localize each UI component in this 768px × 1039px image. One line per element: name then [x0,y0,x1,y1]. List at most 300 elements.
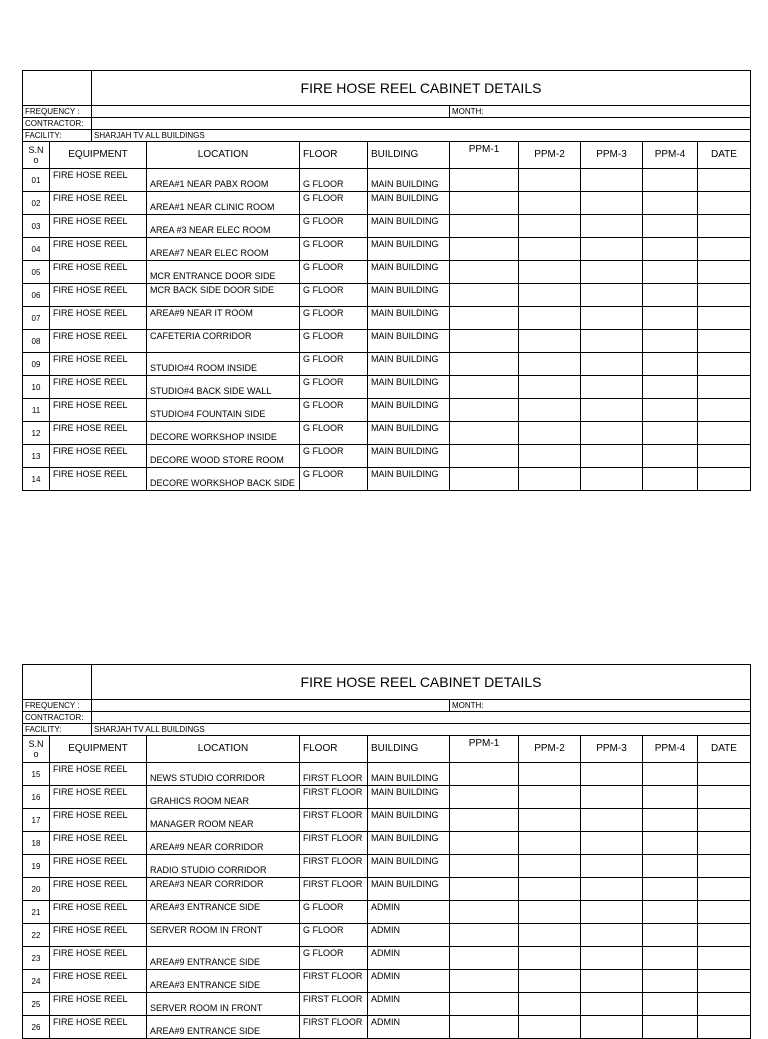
row-ppm3[interactable] [581,468,643,491]
sheet-1 [22,70,750,491]
row-floor: G FLOOR [300,261,368,284]
row-floor: FIRST FLOOR [300,855,368,878]
row-equipment: FIRE HOSE REEL [50,901,147,924]
header-sno-line2: o [33,749,39,759]
row-ppm3[interactable] [581,169,643,192]
row-ppm4[interactable] [643,947,698,970]
row-ppm1[interactable] [450,993,519,1016]
row-equipment: FIRE HOSE REEL [50,284,147,307]
header-building: BUILDING [368,142,450,169]
row-sn: 15 [23,763,50,786]
row-ppm4[interactable] [643,993,698,1016]
row-floor: FIRST FLOOR [300,1016,368,1039]
row-sn: 21 [23,901,50,924]
row-ppm4[interactable] [643,878,698,901]
row-building: ADMIN [368,924,450,947]
row-ppm1[interactable] [450,1016,519,1039]
row-date[interactable] [698,947,751,970]
row-location: AREA#9 ENTRANCE SIDE [147,947,300,970]
header-sno [23,142,50,169]
row-ppm1[interactable] [450,970,519,993]
row-location: MCR ENTRANCE DOOR SIDE [147,261,300,284]
header-ppm2: PPM-2 [519,142,581,169]
row-building: MAIN BUILDING [368,330,450,353]
row-sn: 23 [23,947,50,970]
row-location: SERVER ROOM IN FRONT [147,924,300,947]
table-row [23,993,751,1016]
row-ppm3[interactable] [581,238,643,261]
row-ppm3[interactable] [581,809,643,832]
row-building: MAIN BUILDING [368,832,450,855]
frequency-value[interactable] [92,106,450,118]
table-row [23,947,751,970]
row-sn: 05 [23,261,50,284]
row-location: CAFETERIA CORRIDOR [147,330,300,353]
row-equipment: FIRE HOSE REEL [50,353,147,376]
row-sn: 14 [23,468,50,491]
header-equipment: EQUIPMENT [50,736,147,763]
row-equipment: FIRE HOSE REEL [50,169,147,192]
row-building: ADMIN [368,901,450,924]
row-ppm2[interactable] [519,993,581,1016]
row-date[interactable] [698,809,751,832]
row-ppm3[interactable] [581,901,643,924]
row-equipment: FIRE HOSE REEL [50,445,147,468]
row-ppm2[interactable] [519,284,581,307]
row-date[interactable] [698,855,751,878]
row-ppm4[interactable] [643,832,698,855]
row-ppm1[interactable] [450,901,519,924]
row-ppm1[interactable] [450,330,519,353]
row-location: AREA#9 NEAR CORRIDOR [147,832,300,855]
row-ppm3[interactable] [581,307,643,330]
row-ppm3[interactable] [581,353,643,376]
row-building: MAIN BUILDING [368,809,450,832]
row-location: SERVER ROOM IN FRONT [147,993,300,1016]
row-building: MAIN BUILDING [368,284,450,307]
row-sn: 25 [23,993,50,1016]
table-row [23,901,751,924]
row-ppm1[interactable] [450,809,519,832]
row-location: NEWS STUDIO CORRIDOR [147,763,300,786]
contractor-value[interactable] [92,712,751,724]
row-floor: G FLOOR [300,238,368,261]
row-building: MAIN BUILDING [368,399,450,422]
row-building: MAIN BUILDING [368,353,450,376]
row-ppm2[interactable] [519,924,581,947]
row-ppm4[interactable] [643,238,698,261]
row-building: ADMIN [368,993,450,1016]
table-row [23,399,751,422]
row-ppm2[interactable] [519,1016,581,1039]
row-location: STUDIO#4 ROOM INSIDE [147,353,300,376]
row-date[interactable] [698,878,751,901]
row-floor: FIRST FLOOR [300,832,368,855]
row-location: AREA#9 ENTRANCE SIDE [147,1016,300,1039]
row-ppm1[interactable] [450,261,519,284]
row-equipment: FIRE HOSE REEL [50,786,147,809]
row-location: DECORE WORKSHOP BACK SIDE [147,468,300,491]
row-date[interactable] [698,307,751,330]
row-ppm3[interactable] [581,763,643,786]
header-date: DATE [698,142,751,169]
row-date[interactable] [698,924,751,947]
row-ppm2[interactable] [519,215,581,238]
row-date[interactable] [698,215,751,238]
row-ppm4[interactable] [643,924,698,947]
table-row [23,1016,751,1039]
row-ppm2[interactable] [519,445,581,468]
row-ppm3[interactable] [581,786,643,809]
row-ppm1[interactable] [450,284,519,307]
row-ppm2[interactable] [519,261,581,284]
row-sn: 12 [23,422,50,445]
header-date: DATE [698,736,751,763]
row-ppm2[interactable] [519,809,581,832]
row-ppm1[interactable] [450,192,519,215]
row-floor: FIRST FLOOR [300,763,368,786]
row-ppm3[interactable] [581,399,643,422]
row-ppm2[interactable] [519,855,581,878]
header-sno [23,736,50,763]
header-ppm1: PPM-1 [450,736,519,763]
row-ppm1[interactable] [450,878,519,901]
row-floor: G FLOOR [300,422,368,445]
row-ppm3[interactable] [581,855,643,878]
row-ppm2[interactable] [519,970,581,993]
table-row [23,215,751,238]
row-sn: 26 [23,1016,50,1039]
row-sn: 04 [23,238,50,261]
row-building: MAIN BUILDING [368,192,450,215]
row-ppm2[interactable] [519,832,581,855]
header-floor: FLOOR [300,142,368,169]
row-sn: 22 [23,924,50,947]
row-ppm2[interactable] [519,422,581,445]
row-ppm4[interactable] [643,376,698,399]
table-row [23,809,751,832]
month-label: MONTH: [450,700,751,712]
table-row [23,422,751,445]
row-equipment: FIRE HOSE REEL [50,422,147,445]
row-equipment: FIRE HOSE REEL [50,330,147,353]
facility-value: SHARJAH TV ALL BUILDINGS [92,724,751,736]
row-ppm4[interactable] [643,215,698,238]
row-ppm2[interactable] [519,353,581,376]
row-equipment: FIRE HOSE REEL [50,970,147,993]
row-floor: FIRST FLOOR [300,786,368,809]
row-date[interactable] [698,284,751,307]
row-equipment: FIRE HOSE REEL [50,763,147,786]
row-sn: 07 [23,307,50,330]
row-equipment: FIRE HOSE REEL [50,238,147,261]
row-ppm4[interactable] [643,855,698,878]
row-ppm2[interactable] [519,330,581,353]
table-row [23,445,751,468]
row-ppm4[interactable] [643,1016,698,1039]
row-ppm2[interactable] [519,878,581,901]
row-ppm3[interactable] [581,878,643,901]
row-ppm3[interactable] [581,1016,643,1039]
row-floor: G FLOOR [300,901,368,924]
row-date[interactable] [698,763,751,786]
row-location: DECORE WOOD STORE ROOM [147,445,300,468]
row-date[interactable] [698,786,751,809]
row-ppm1[interactable] [450,307,519,330]
row-ppm4[interactable] [643,445,698,468]
table-row [23,169,751,192]
table-row [23,763,751,786]
row-sn: 20 [23,878,50,901]
row-ppm4[interactable] [643,763,698,786]
row-equipment: FIRE HOSE REEL [50,1016,147,1039]
row-equipment: FIRE HOSE REEL [50,947,147,970]
row-floor: G FLOOR [300,924,368,947]
row-ppm4[interactable] [643,809,698,832]
row-ppm1[interactable] [450,832,519,855]
row-date[interactable] [698,422,751,445]
contractor-label: CONTRACTOR: [23,118,92,130]
row-building: MAIN BUILDING [368,786,450,809]
header-ppm4: PPM-4 [643,142,698,169]
row-sn: 17 [23,809,50,832]
row-building: MAIN BUILDING [368,238,450,261]
row-date[interactable] [698,330,751,353]
row-ppm1[interactable] [450,924,519,947]
table-row [23,376,751,399]
row-building: ADMIN [368,947,450,970]
row-ppm2[interactable] [519,763,581,786]
row-ppm4[interactable] [643,468,698,491]
fire-hose-reel-table-2 [22,664,751,1039]
row-building: MAIN BUILDING [368,215,450,238]
sheet-2-rows [23,763,751,1039]
row-equipment: FIRE HOSE REEL [50,261,147,284]
row-ppm1[interactable] [450,468,519,491]
table-row [23,307,751,330]
row-date[interactable] [698,970,751,993]
row-ppm2[interactable] [519,192,581,215]
row-building: ADMIN [368,970,450,993]
row-ppm3[interactable] [581,422,643,445]
header-ppm2: PPM-2 [519,736,581,763]
row-ppm1[interactable] [450,169,519,192]
row-ppm3[interactable] [581,215,643,238]
row-sn: 09 [23,353,50,376]
row-building: MAIN BUILDING [368,445,450,468]
fire-hose-reel-table-1 [22,70,751,491]
row-date[interactable] [698,169,751,192]
row-ppm4[interactable] [643,786,698,809]
row-sn: 24 [23,970,50,993]
row-location: AREA #3 NEAR ELEC ROOM [147,215,300,238]
sheet-1-rows [23,169,751,491]
row-location: STUDIO#4 BACK SIDE WALL [147,376,300,399]
row-ppm3[interactable] [581,284,643,307]
row-ppm1[interactable] [450,238,519,261]
row-ppm3[interactable] [581,832,643,855]
title-left-blank [23,71,92,106]
row-ppm1[interactable] [450,422,519,445]
row-floor: FIRST FLOOR [300,970,368,993]
table-row [23,855,751,878]
row-sn: 19 [23,855,50,878]
row-equipment: FIRE HOSE REEL [50,192,147,215]
row-ppm4[interactable] [643,353,698,376]
row-ppm4[interactable] [643,422,698,445]
contractor-value[interactable] [92,118,751,130]
row-date[interactable] [698,993,751,1016]
row-ppm3[interactable] [581,924,643,947]
row-floor: G FLOOR [300,169,368,192]
row-location: AREA#3 NEAR CORRIDOR [147,878,300,901]
header-ppm4: PPM-4 [643,736,698,763]
row-ppm1[interactable] [450,947,519,970]
row-building: MAIN BUILDING [368,261,450,284]
row-ppm4[interactable] [643,169,698,192]
row-ppm3[interactable] [581,947,643,970]
row-ppm4[interactable] [643,307,698,330]
frequency-label: FREQUENCY : [23,700,92,712]
row-ppm2[interactable] [519,376,581,399]
row-sn: 10 [23,376,50,399]
row-equipment: FIRE HOSE REEL [50,399,147,422]
row-ppm2[interactable] [519,399,581,422]
header-location: LOCATION [147,736,300,763]
row-ppm2[interactable] [519,901,581,924]
row-floor: G FLOOR [300,192,368,215]
row-location: AREA#1 NEAR CLINIC ROOM [147,192,300,215]
row-date[interactable] [698,238,751,261]
row-ppm3[interactable] [581,993,643,1016]
row-equipment: FIRE HOSE REEL [50,376,147,399]
table-row [23,261,751,284]
row-floor: G FLOOR [300,215,368,238]
frequency-label: FREQUENCY : [23,106,92,118]
row-equipment: FIRE HOSE REEL [50,878,147,901]
frequency-value[interactable] [92,700,450,712]
row-ppm3[interactable] [581,192,643,215]
row-ppm3[interactable] [581,970,643,993]
row-floor: G FLOOR [300,330,368,353]
row-date[interactable] [698,353,751,376]
row-building: MAIN BUILDING [368,422,450,445]
row-date[interactable] [698,468,751,491]
row-ppm2[interactable] [519,786,581,809]
row-ppm4[interactable] [643,970,698,993]
row-sn: 13 [23,445,50,468]
row-ppm2[interactable] [519,468,581,491]
row-ppm1[interactable] [450,399,519,422]
row-floor: G FLOOR [300,468,368,491]
row-ppm3[interactable] [581,445,643,468]
header-location: LOCATION [147,142,300,169]
row-ppm4[interactable] [643,901,698,924]
row-building: MAIN BUILDING [368,878,450,901]
table-row [23,468,751,491]
row-ppm3[interactable] [581,376,643,399]
facility-label: FACILITY: [23,724,92,736]
table-row [23,192,751,215]
row-date[interactable] [698,399,751,422]
row-floor: G FLOOR [300,307,368,330]
row-date[interactable] [698,261,751,284]
sheet-title: FIRE HOSE REEL CABINET DETAILS [92,71,751,106]
row-equipment: FIRE HOSE REEL [50,215,147,238]
row-floor: G FLOOR [300,399,368,422]
row-ppm2[interactable] [519,238,581,261]
row-ppm1[interactable] [450,376,519,399]
row-ppm1[interactable] [450,763,519,786]
row-date[interactable] [698,1016,751,1039]
row-equipment: FIRE HOSE REEL [50,809,147,832]
row-location: GRAHICS ROOM NEAR [147,786,300,809]
row-location: AREA#7 NEAR ELEC ROOM [147,238,300,261]
sheet-2 [22,664,750,1039]
row-ppm4[interactable] [643,284,698,307]
row-floor: G FLOOR [300,284,368,307]
row-location: MCR BACK SIDE DOOR SIDE [147,284,300,307]
row-sn: 08 [23,330,50,353]
facility-value: SHARJAH TV ALL BUILDINGS [92,130,751,142]
row-ppm3[interactable] [581,330,643,353]
row-date[interactable] [698,445,751,468]
row-equipment: FIRE HOSE REEL [50,855,147,878]
row-equipment: FIRE HOSE REEL [50,307,147,330]
header-ppm3: PPM-3 [581,736,643,763]
row-ppm1[interactable] [450,786,519,809]
row-ppm3[interactable] [581,261,643,284]
row-ppm4[interactable] [643,261,698,284]
row-floor: G FLOOR [300,353,368,376]
row-building: MAIN BUILDING [368,468,450,491]
row-equipment: FIRE HOSE REEL [50,924,147,947]
row-ppm2[interactable] [519,169,581,192]
row-ppm2[interactable] [519,947,581,970]
row-sn: 01 [23,169,50,192]
row-ppm1[interactable] [450,445,519,468]
row-date[interactable] [698,192,751,215]
row-floor: G FLOOR [300,376,368,399]
row-sn: 18 [23,832,50,855]
header-sno-line1: S.N [28,739,44,749]
row-ppm4[interactable] [643,192,698,215]
header-sno-line2: o [33,155,39,165]
title-left-blank [23,665,92,700]
row-date[interactable] [698,376,751,399]
row-ppm2[interactable] [519,307,581,330]
row-location: STUDIO#4 FOUNTAIN SIDE [147,399,300,422]
row-date[interactable] [698,901,751,924]
row-equipment: FIRE HOSE REEL [50,993,147,1016]
row-equipment: FIRE HOSE REEL [50,832,147,855]
row-ppm1[interactable] [450,215,519,238]
header-building: BUILDING [368,736,450,763]
row-ppm1[interactable] [450,353,519,376]
row-building: MAIN BUILDING [368,376,450,399]
row-floor: FIRST FLOOR [300,809,368,832]
row-ppm1[interactable] [450,855,519,878]
row-location: AREA#3 ENTRANCE SIDE [147,970,300,993]
row-location: AREA#9 NEAR IT ROOM [147,307,300,330]
row-date[interactable] [698,832,751,855]
facility-label: FACILITY: [23,130,92,142]
header-ppm1: PPM-1 [450,142,519,169]
row-floor: FIRST FLOOR [300,878,368,901]
row-ppm4[interactable] [643,399,698,422]
row-ppm4[interactable] [643,330,698,353]
row-location: DECORE WORKSHOP INSIDE [147,422,300,445]
